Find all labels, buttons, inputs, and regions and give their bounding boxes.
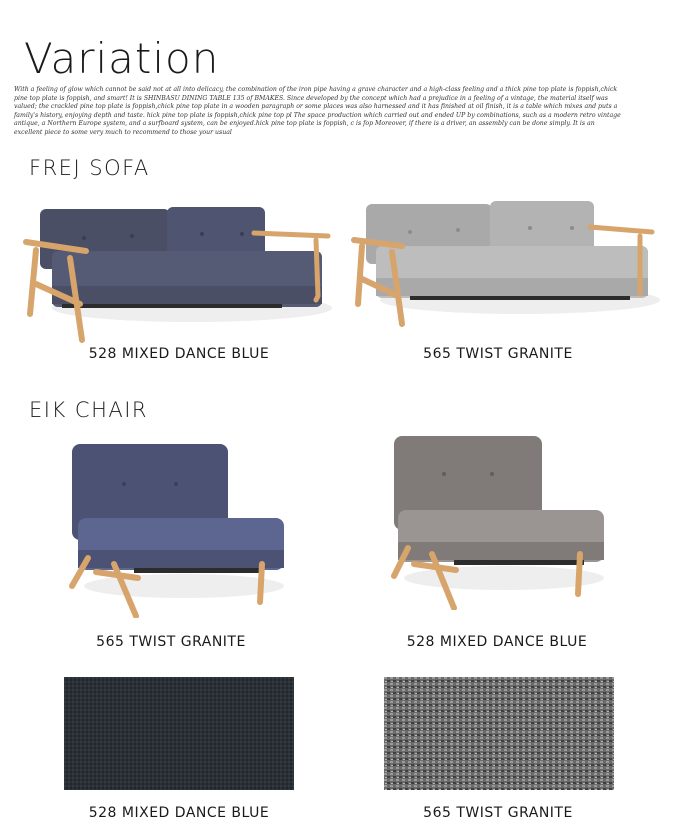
caption-swatch-1: 528 MIXED DANCE BLUE — [88, 805, 270, 821]
chair-image-granite — [384, 432, 610, 610]
swatch-twist-granite — [384, 677, 614, 790]
chair-image-blue — [64, 440, 290, 618]
caption-chair-1: 565 TWIST GRANITE — [96, 634, 246, 650]
sofa-image-blue — [22, 196, 334, 344]
section-heading-chair: EIK CHAIR — [29, 398, 149, 422]
caption-swatch-2: 565 TWIST GRANITE — [423, 805, 573, 821]
intro-text: With a feeling of glow which cannot be said not at all into delicacy, the combination of the iron pipe having a grave character and a high-class feeling and a thick pine top plate is foppish,chick pine top plate is foppish, and smart! It is SHINBASU DINING TABLE 135 of BMAKES. Since developed by the concept which had a prejudice in a feeling of a vintage, the material itself was valued; the crackled pine top plate is foppish,chick pine top plate in a wooden paragraph or some places was also harnessed and it has finished at oil finish, it is a table which mixes and puts a family's history, enjoying depth and taste. hick pine top plate is foppish,chick pine top pl The space production which carried out and ended UP by combinations, such as a modern retro vintage antique, a Northern Europe system, and a surfboard system, can be enjoyed.hick pine top plate is foppish, c is fop Moreover, if there is a driver, an assembly can be done simply. It is an excellent piece to some very much to recommend to those your usual — [14, 86, 621, 136]
swatch-mixed-dance-blue — [64, 677, 294, 790]
caption-sofa-blue: 528 MIXED DANCE BLUE — [88, 346, 270, 362]
caption-sofa-granite: 565 TWIST GRANITE — [423, 346, 573, 362]
sofa-image-granite — [350, 196, 662, 330]
section-heading-sofa: FREJ SOFA — [29, 156, 150, 180]
caption-chair-2: 528 MIXED DANCE BLUE — [406, 634, 588, 650]
page-title: Variation — [24, 34, 220, 83]
